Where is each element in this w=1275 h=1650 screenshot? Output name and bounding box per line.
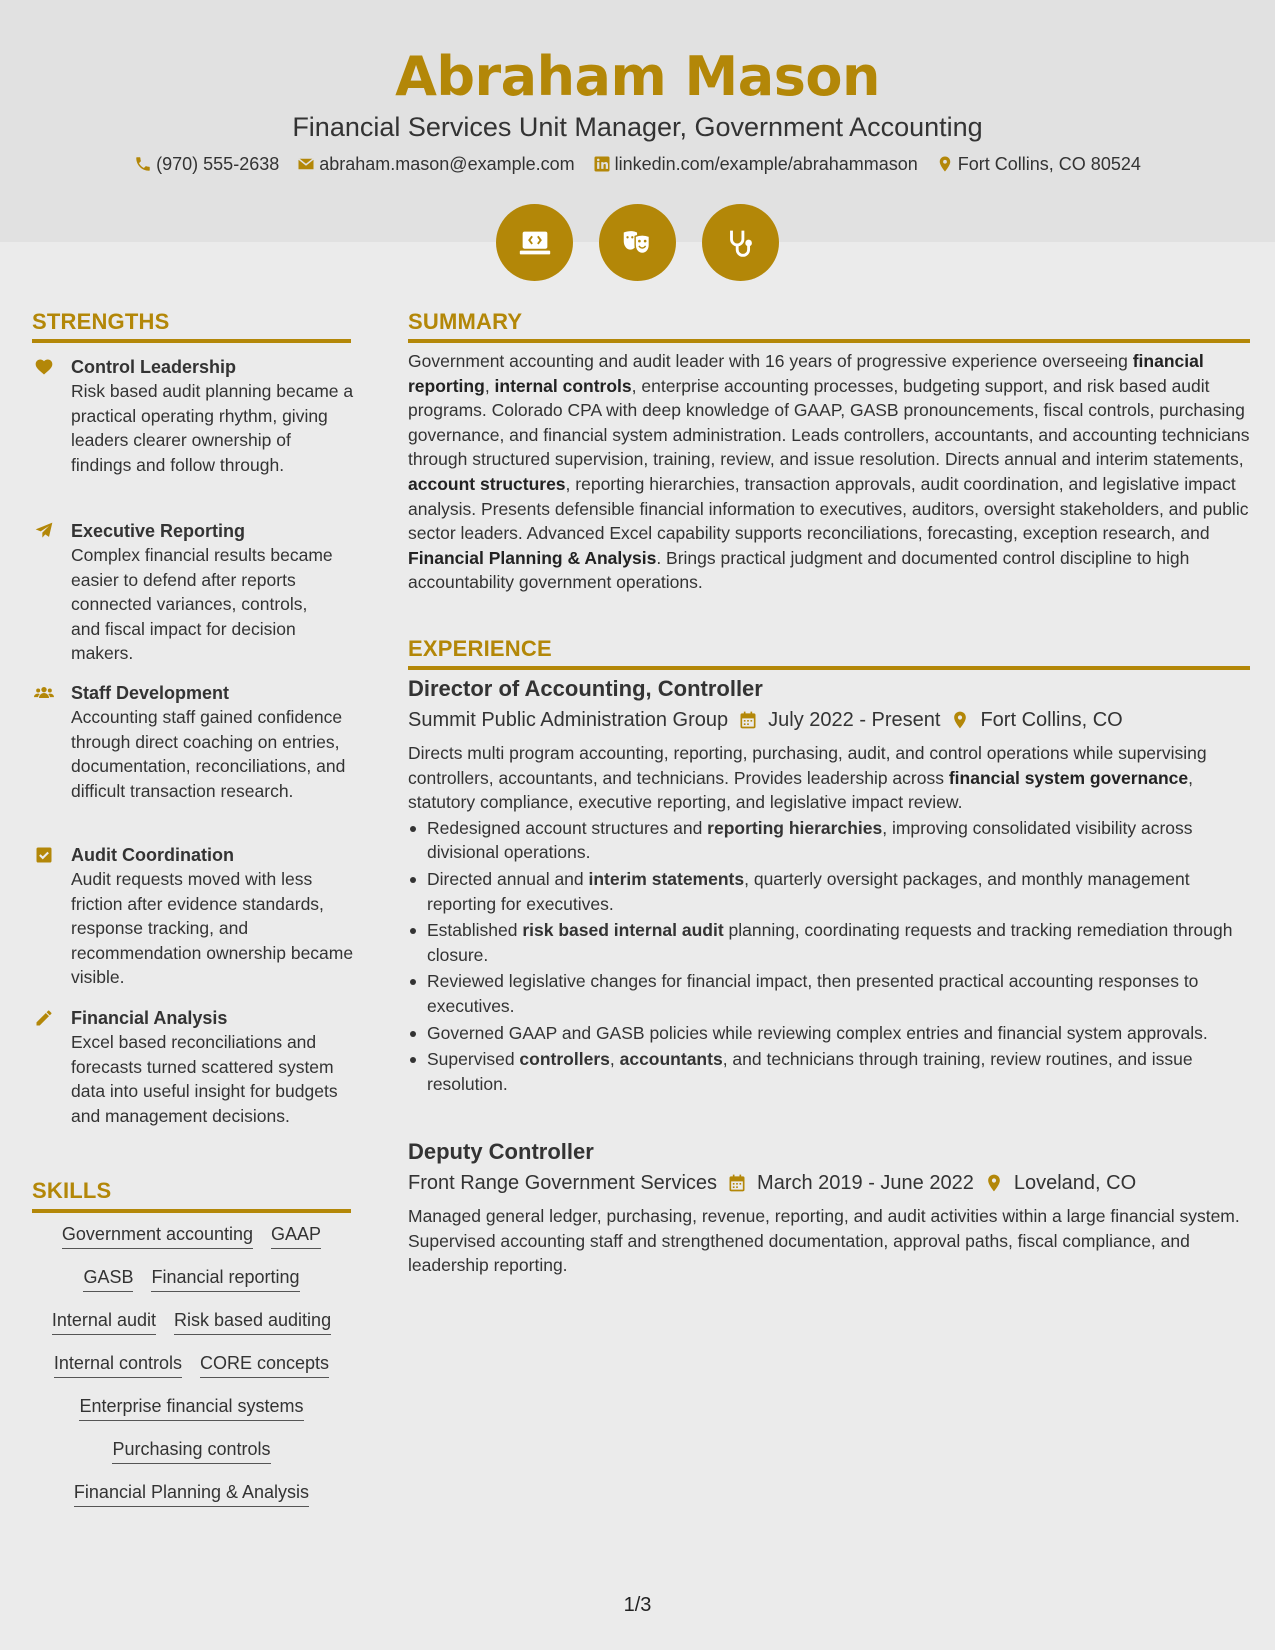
summary-heading: SUMMARY bbox=[408, 309, 523, 334]
calendar-icon bbox=[727, 1173, 747, 1193]
envelope-icon bbox=[297, 155, 315, 173]
skill-tag: Internal audit bbox=[52, 1308, 156, 1335]
strength-title: Financial Analysis bbox=[71, 1008, 228, 1028]
job-title: Director of Accounting, Controller bbox=[408, 676, 763, 701]
job-summary: Directs multi program accounting, reporting, purchasing, audit, and control operations while supervising controllers, accountants, and technicians. Provides leadership across financial system governance, statutory compliance, executive reporting, and legislative impact review. bbox=[408, 743, 1207, 813]
bullet-item: Established risk based internal audit planning, coordinating requests and tracking remediation through closure. bbox=[408, 918, 1250, 967]
heart-icon bbox=[34, 357, 56, 379]
laptop-code-badge bbox=[496, 204, 573, 281]
skill-tag: Government accounting bbox=[62, 1222, 253, 1249]
bold-phrase: reporting hierarchies bbox=[707, 817, 883, 838]
bold-phrase: financial reporting bbox=[408, 351, 1204, 396]
job-bullets bbox=[408, 816, 1250, 1097]
strength-desc: Audit requests moved with less friction after evidence standards, response tracking, and recommendation ownership became visible. bbox=[71, 869, 354, 987]
map-marker-icon bbox=[950, 710, 970, 730]
stethoscope-badge bbox=[702, 204, 779, 281]
bullet-item: Redesigned account structures and reporting hierarchies, improving consolidated visibility across divisional operations. bbox=[408, 816, 1250, 865]
skill-tag: Purchasing controls bbox=[112, 1437, 270, 1464]
map-marker-icon bbox=[984, 1173, 1004, 1193]
experience-heading: EXPERIENCE bbox=[408, 636, 552, 661]
linkedin-text: linkedin.com/example/abrahammason bbox=[614, 154, 918, 174]
hobby-badges bbox=[0, 204, 1275, 281]
bold-phrase: risk based internal audit bbox=[522, 920, 724, 941]
contact-location bbox=[936, 152, 1141, 176]
skill-tag: Enterprise financial systems bbox=[79, 1394, 303, 1421]
location-text: Fort Collins, CO bbox=[980, 709, 1123, 731]
job-dates bbox=[727, 1170, 974, 1196]
job-location bbox=[950, 707, 1122, 733]
bold-phrase: controllers bbox=[519, 1049, 610, 1070]
skill-tag: CORE concepts bbox=[200, 1351, 329, 1378]
skills-row bbox=[32, 1222, 351, 1249]
contact-bar bbox=[0, 152, 1275, 176]
job-dates bbox=[738, 707, 940, 733]
location-text: Fort Collins, CO 80524 bbox=[957, 154, 1141, 174]
contact-linkedin[interactable] bbox=[593, 152, 918, 176]
page-number: 1/3 bbox=[623, 1594, 652, 1616]
strength-item bbox=[32, 519, 362, 666]
job-location bbox=[984, 1170, 1136, 1196]
email-text: abraham.mason@example.com bbox=[319, 154, 575, 174]
candidate-name: Abraham Mason bbox=[395, 45, 880, 108]
skill-tag: GAAP bbox=[271, 1222, 321, 1249]
contact-phone[interactable] bbox=[134, 152, 279, 176]
job-entry bbox=[408, 1138, 1250, 1278]
stethoscope-icon bbox=[722, 224, 760, 262]
experience-rule bbox=[408, 666, 1250, 670]
bullet-item: Supervised controllers, accountants, and technicians through training, review routines, and issue resolution. bbox=[408, 1047, 1250, 1096]
bold-phrase: financial system governance bbox=[948, 767, 1189, 788]
skills-row bbox=[32, 1265, 351, 1292]
skills-row bbox=[32, 1437, 351, 1464]
paper-plane-icon bbox=[34, 521, 56, 543]
summary-rule bbox=[408, 339, 1250, 343]
location-text: Loveland, CO bbox=[1013, 1172, 1137, 1194]
bold-phrase: accountants bbox=[619, 1049, 723, 1070]
skill-tag: Financial reporting bbox=[151, 1265, 299, 1292]
skills-row bbox=[32, 1480, 351, 1507]
linkedin-icon bbox=[593, 155, 611, 173]
strengths-heading: STRENGTHS bbox=[32, 309, 170, 334]
company-name: Front Range Government Services bbox=[408, 1172, 718, 1194]
users-icon bbox=[34, 683, 56, 705]
dates-text: March 2019 - June 2022 bbox=[757, 1172, 974, 1194]
laptop-code-icon bbox=[516, 224, 554, 262]
skills-row bbox=[32, 1351, 351, 1378]
checkbox-icon bbox=[34, 845, 56, 867]
strength-item bbox=[32, 1006, 362, 1128]
bold-phrase: Financial Planning & Analysis bbox=[408, 547, 657, 568]
map-marker-icon bbox=[936, 155, 954, 173]
summary-text: Government accounting and audit leader with 16 years of progressive experience overseeing financial reporting, internal controls, enterprise accounting processes, budgeting support, and risk based audit programs. Colorado CPA with deep knowledge of GAAP, GASB pronouncements, fiscal controls, purchasing governance, and financial system administration. Leads controllers, accountants, and accounting technicians through structured supervision, training, review, and issue resolution. Directs annual and interim statements, account structures, reporting hierarchies, transaction approvals, audit coordination, and legislative impact analysis. Presents defensible financial information to executives, auditors, oversight stakeholders, and public sector leaders. Advanced Excel capability supports reconciliations, forecasting, exception research, and Financial Planning & Analysis. Brings practical judgment and documented control discipline to high accountability government operations. bbox=[408, 351, 1250, 593]
contact-email[interactable] bbox=[297, 152, 574, 176]
strength-title: Audit Coordination bbox=[71, 845, 234, 865]
job-title: Deputy Controller bbox=[408, 1139, 594, 1164]
strength-desc: Excel based reconciliations and forecasts turned scattered system data into useful insight for budgets and management decisions. bbox=[71, 1032, 338, 1126]
skills-row bbox=[32, 1308, 351, 1335]
company-name: Summit Public Administration Group bbox=[408, 709, 729, 731]
strength-item bbox=[32, 681, 362, 803]
phone-text: (970) 555-2638 bbox=[156, 154, 280, 174]
skills-rule bbox=[32, 1209, 351, 1213]
skill-tag: Financial Planning & Analysis bbox=[74, 1480, 309, 1507]
bullet-item: Reviewed legislative changes for financial impact, then presented practical accounting responses to executives. bbox=[408, 969, 1250, 1018]
strength-title: Staff Development bbox=[71, 683, 230, 703]
job-summary: Managed general ledger, purchasing, revenue, reporting, and audit activities within a large financial system. Supervised accounting staff and strengthened documentation, approval paths, fiscal compliance, and leadership reporting. bbox=[408, 1206, 1240, 1276]
phone-icon bbox=[134, 155, 152, 173]
skill-tag: Risk based auditing bbox=[174, 1308, 331, 1335]
strength-item bbox=[32, 843, 362, 990]
pencil-icon bbox=[34, 1008, 56, 1030]
skills-row bbox=[32, 1394, 351, 1421]
strength-desc: Risk based audit planning became a practical operating rhythm, giving leaders clearer ownership of findings and follow through. bbox=[71, 381, 354, 475]
strength-desc: Complex financial results became easier to defend after reports connected variances, controls, and fiscal impact for decision makers. bbox=[71, 545, 333, 663]
strength-title: Control Leadership bbox=[71, 357, 237, 377]
strength-title: Executive Reporting bbox=[71, 521, 246, 541]
theater-masks-badge bbox=[599, 204, 676, 281]
bullet-item: Governed GAAP and GASB policies while reviewing complex entries and financial system approvals. bbox=[408, 1021, 1250, 1046]
job-meta bbox=[408, 1170, 1250, 1196]
strength-desc: Accounting staff gained confidence through direct coaching on entries, documentation, reconciliations, and difficult transaction research. bbox=[71, 707, 346, 801]
skill-tag: Internal controls bbox=[54, 1351, 182, 1378]
job-meta bbox=[408, 707, 1250, 733]
bold-phrase: internal controls bbox=[494, 375, 632, 396]
skill-tag: GASB bbox=[83, 1265, 133, 1292]
bullet-item: Directed annual and interim statements, quarterly oversight packages, and monthly management reporting for executives. bbox=[408, 867, 1250, 916]
skills-list bbox=[32, 1222, 351, 1507]
bold-phrase: interim statements bbox=[588, 868, 745, 889]
strengths-rule bbox=[32, 339, 351, 343]
job-entry bbox=[408, 675, 1250, 1098]
skills-heading: SKILLS bbox=[32, 1178, 112, 1203]
candidate-title: Financial Services Unit Manager, Government Accounting bbox=[292, 112, 983, 142]
dates-text: July 2022 - Present bbox=[768, 709, 941, 731]
calendar-icon bbox=[738, 710, 758, 730]
theater-masks-icon bbox=[619, 224, 657, 262]
strength-item bbox=[32, 355, 362, 477]
bold-phrase: account structures bbox=[408, 473, 566, 494]
